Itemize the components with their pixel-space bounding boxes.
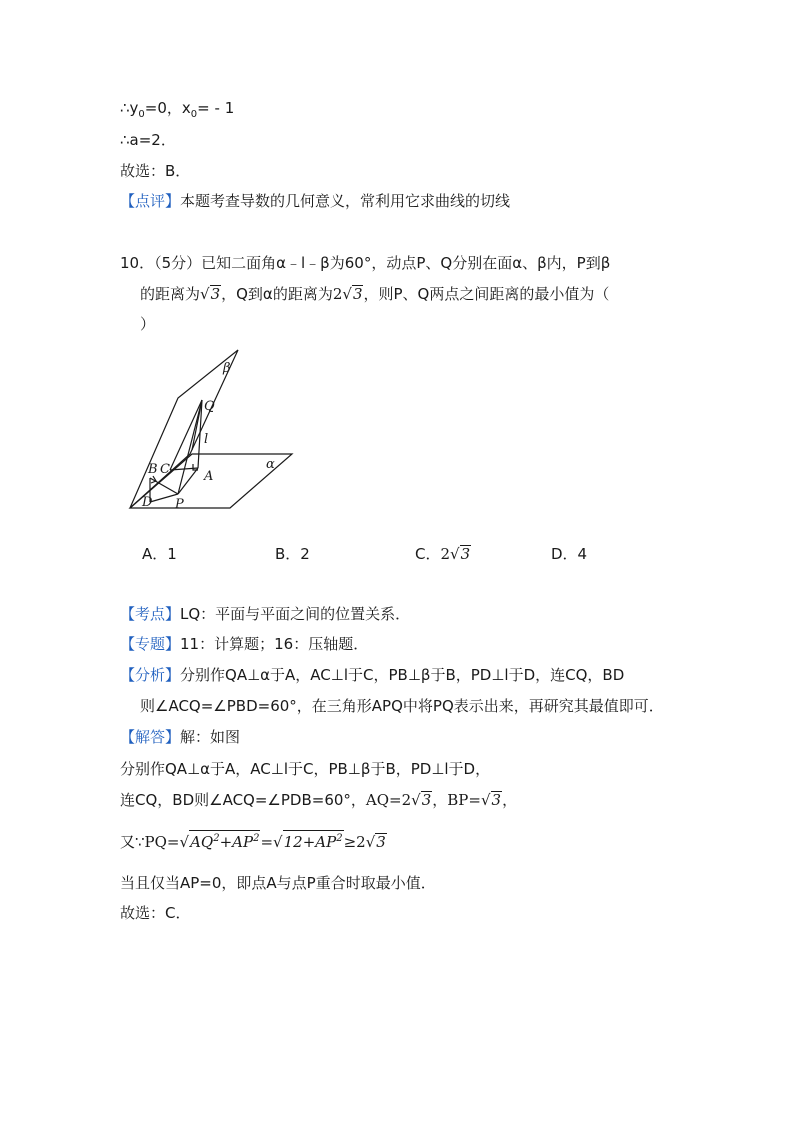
- zhuanti-line: 【专题】11：计算题；16：压轴题．: [120, 635, 369, 653]
- question-line-3: ）: [140, 315, 156, 333]
- jieda-line: 【解答】解：如图: [120, 728, 241, 746]
- question-line-2: 的距离为√3，Q到α的距离为2√3，则P、Q两点之间距离的最小值为（: [140, 285, 610, 303]
- label-B: B: [148, 462, 158, 477]
- kaodian-line: 【考点】LQ：平面与平面之间的位置关系．: [120, 605, 411, 623]
- fenxi-line-2: 则∠ACQ=∠PBD=60°，在三角形APQ中将PQ表示出来，再研究其最值即可．: [140, 697, 664, 715]
- comment-tag: 【点评】: [120, 192, 181, 210]
- solution-line-3: 又$\because PQ=√AQ^2+AP^2=√12+AP^2\ge 2√3$: [120, 830, 387, 853]
- plane-beta: [130, 350, 238, 508]
- option-A: A．1: [142, 545, 177, 563]
- solution-line-2: 连CQ，BD则∠ACQ=∠PDB=60°，AQ=2√3，BP=√3，: [120, 791, 518, 809]
- solution-line-1: 分别作QA⊥α于A，AC⊥l于C，PB⊥β于B，PD⊥l于D，: [120, 760, 491, 778]
- comment-line: 【点评】本题考查导数的几何意义，常利用它求曲线的切线: [120, 192, 511, 210]
- option-D: D．4: [551, 545, 588, 563]
- segment-QP: [178, 400, 202, 494]
- label-C: C: [160, 462, 170, 477]
- solution-line-a: ∴a=2．: [120, 131, 176, 149]
- label-alpha: α: [266, 457, 275, 472]
- solution-line-4: 当且仅当AP=0，即点A与点P重合时取最小值．: [120, 874, 436, 892]
- fenxi-line-1: 【分析】分别作QA⊥α于A，AC⊥l于C，PB⊥β于B，PD⊥l于D，连CQ，BD: [120, 666, 625, 684]
- dihedral-angle-figure: [120, 340, 310, 520]
- question-line-1: 10．（5分）已知二面角α﹣l﹣β为60°，动点P、Q分别在面α、β内，P到β: [120, 254, 611, 272]
- answer-line: 故选：C．: [120, 904, 191, 922]
- label-l: l: [204, 432, 209, 447]
- label-beta: β: [223, 361, 231, 376]
- option-B: B．2: [275, 545, 310, 563]
- option-C: C．2√3: [415, 545, 471, 563]
- label-Q: Q: [204, 399, 215, 414]
- label-P: P: [175, 497, 184, 512]
- label-D: D: [142, 495, 153, 510]
- solution-line-y0: $\therefore y_0=0$，$x_0=$ ‐ 1: [120, 99, 235, 120]
- answer-line-prev: 故选：B．: [120, 162, 191, 180]
- label-A: A: [204, 469, 214, 484]
- segment-PD: [150, 494, 178, 502]
